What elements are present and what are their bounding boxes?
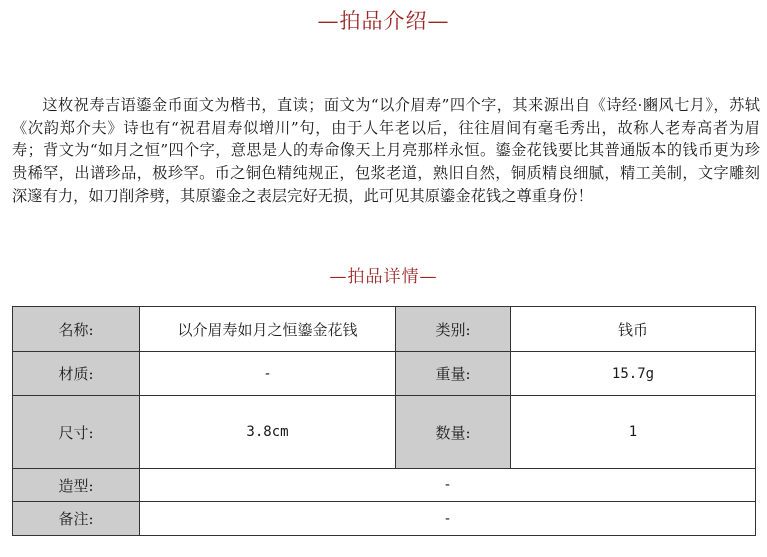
quantity-label: 数量:: [396, 396, 511, 469]
name-value: 以介眉寿如月之恒鎏金花钱: [140, 307, 396, 352]
material-value: -: [140, 352, 396, 396]
name-label: 名称:: [13, 307, 140, 352]
quantity-value: 1: [511, 396, 756, 469]
size-label: 尺寸:: [13, 396, 140, 469]
shape-label: 造型:: [13, 469, 140, 502]
intro-paragraph: 这枚祝寿吉语鎏金币面文为楷书，直读；面文为“以介眉寿”四个字，其来源出自《诗经·豳风七月》，苏轼《次韵郑介夫》诗也有“祝君眉寿似增川”句，由于人年老以后，往往眉间有毫毛秀出，故称人老寿高者为眉寿；背文为“如月之恒”四个字，意思是人的寿命像天上月亮那样永恒。鎏金花钱要比其普通版本的钱币更为珍贵稀罕，出谱珍品，极珍罕。币之铜色精纯规正，包浆老道，熟旧自然，铜质精良细腻，精工美制，文字雕刻深邃有力，如刀削斧劈，其原鎏金之表层完好无损，此可见其原鎏金花钱之尊重身份！: [12, 96, 760, 205]
table-row: [13, 469, 756, 502]
weight-label: 重量:: [396, 352, 511, 396]
remark-value: -: [140, 502, 756, 536]
details-table: [12, 306, 756, 536]
intro-section-title: —拍品介绍—: [317, 9, 450, 33]
material-label: 材质:: [13, 352, 140, 396]
table-row: [13, 396, 756, 469]
category-value: 钱币: [511, 307, 756, 352]
detail-section-title: —拍品详情—: [329, 267, 438, 287]
remark-label: 备注:: [13, 502, 140, 536]
table-row: [13, 502, 756, 536]
weight-value: 15.7g: [511, 352, 756, 396]
size-value: 3.8cm: [140, 396, 396, 469]
shape-value: -: [140, 469, 756, 502]
table-row: [13, 352, 756, 396]
category-label: 类别:: [396, 307, 511, 352]
table-row: [13, 307, 756, 352]
